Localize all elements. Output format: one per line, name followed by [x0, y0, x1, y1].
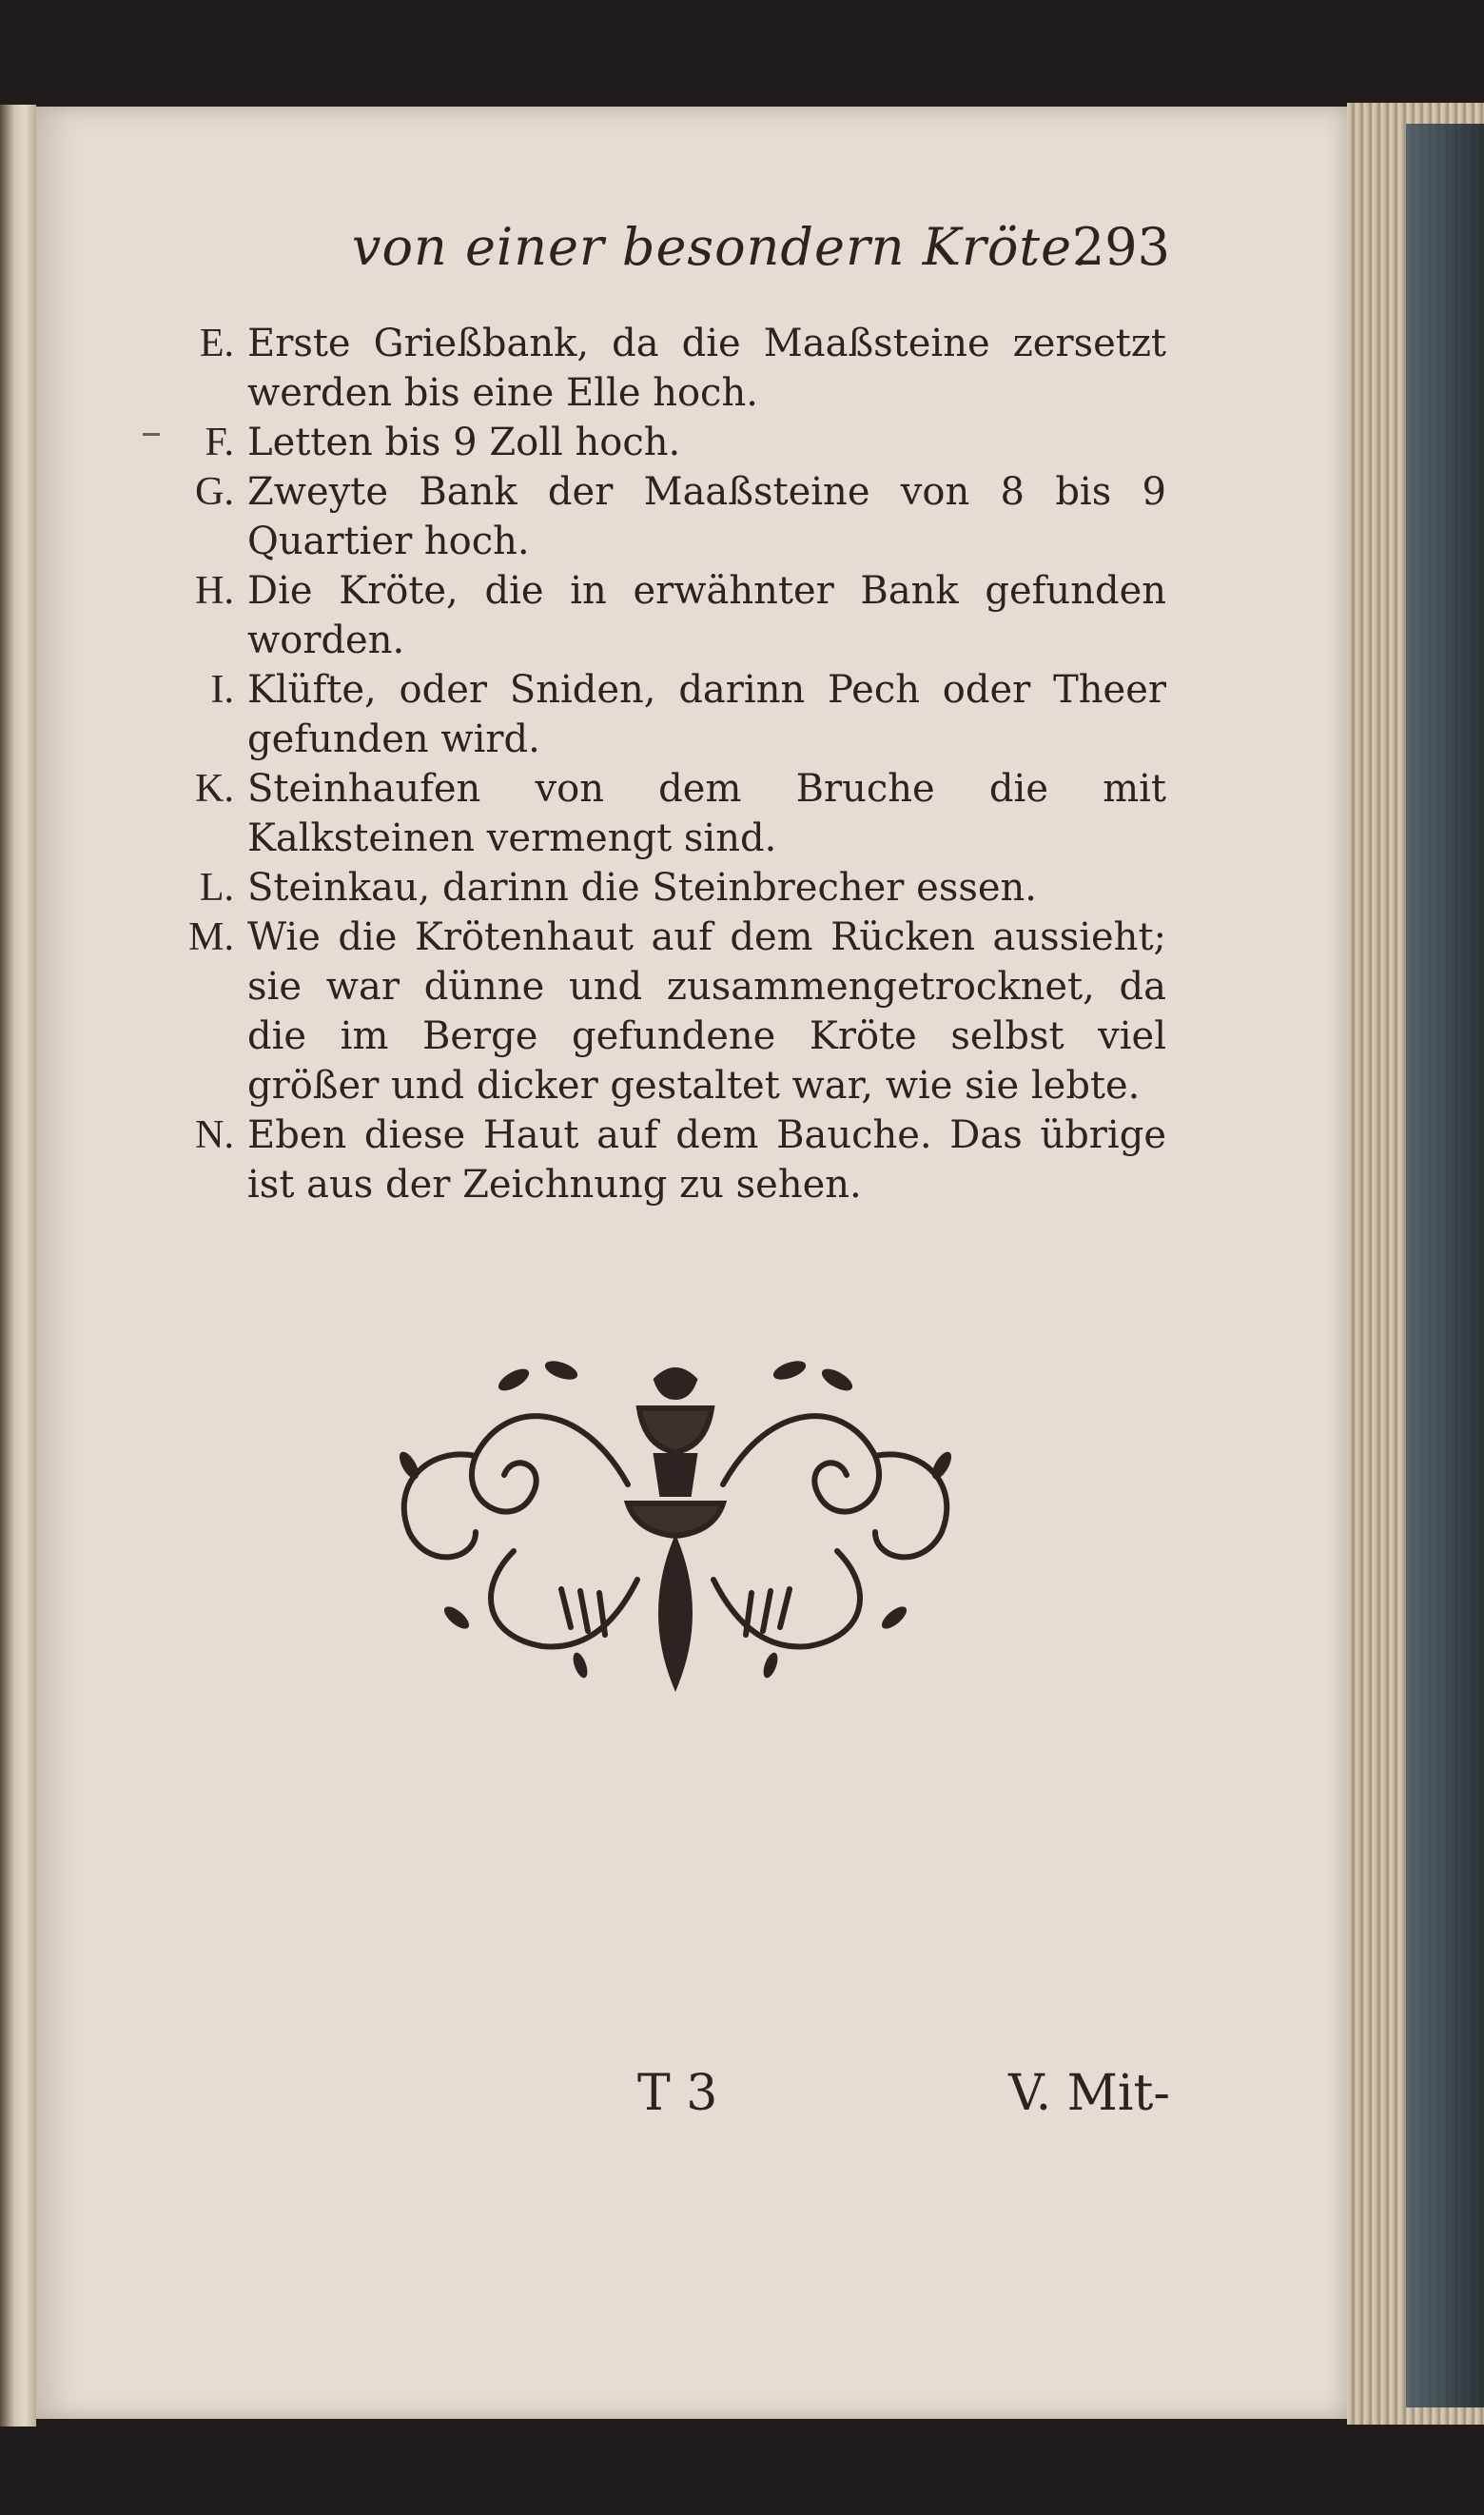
- entry-letter: F.: [205, 421, 234, 464]
- entry-letter: N.: [195, 1113, 234, 1157]
- ornament-vignette-icon: [371, 1342, 980, 1713]
- left-page-edge: [0, 105, 36, 2427]
- entry-letter: H.: [195, 569, 234, 613]
- entry-letter: M.: [188, 915, 234, 959]
- page-number: 293: [1071, 217, 1170, 277]
- signature-mark: T 3: [637, 2065, 718, 2122]
- entry-text: Die Kröte, die in erwähnter Bank gefunden worden.: [247, 569, 1166, 662]
- entry-text: Erste Grießbank, da die Maaßsteine zersetzt werden bis eine Elle hoch.: [247, 322, 1166, 415]
- list-item: [177, 319, 1166, 418]
- list-item: [177, 665, 1166, 764]
- list-item: [177, 566, 1166, 665]
- list-item: [177, 418, 1166, 467]
- list-item: [177, 1110, 1166, 1209]
- entry-letter: K.: [195, 767, 234, 811]
- entry-letter: E.: [199, 322, 234, 365]
- page-footer: [352, 2065, 1170, 2141]
- legend-entries: [177, 319, 1166, 1209]
- list-item: [177, 863, 1166, 913]
- entry-letter: G.: [195, 470, 234, 514]
- entry-text: Steinhaufen von dem Bruche die mit Kalksteinen vermengt sind.: [247, 767, 1166, 860]
- entry-letter: I.: [210, 668, 234, 712]
- entry-text: Letten bis 9 Zoll hoch.: [247, 421, 681, 464]
- entry-text: Steinkau, darinn die Steinbrecher essen.: [247, 866, 1038, 910]
- list-item: [177, 764, 1166, 863]
- entry-text: Wie die Krötenhaut auf dem Rücken aussieht; sie war dünne und zusammengetrocknet, da die im Berge gefundene Kröte selbst viel größer und dicker gestaltet war, wie sie lebte.: [247, 915, 1166, 1108]
- catchword: V. Mit-: [1008, 2065, 1170, 2122]
- book-cover-edge: [1406, 124, 1484, 2407]
- entry-text: Klüfte, oder Sniden, darinn Pech oder Theer gefunden wird.: [247, 668, 1166, 761]
- margin-mark: [143, 433, 160, 436]
- list-item: [177, 913, 1166, 1110]
- entry-text: Zweyte Bank der Maaßsteine von 8 bis 9 Quartier hoch.: [247, 470, 1166, 563]
- entry-letter: L.: [199, 866, 234, 910]
- running-head: von einer besondern Kröte.: [352, 217, 1090, 277]
- page-header: [352, 217, 1170, 293]
- list-item: [177, 467, 1166, 566]
- entry-text: Eben diese Haut auf dem Bauche. Das übrige ist aus der Zeichnung zu sehen.: [247, 1113, 1166, 1207]
